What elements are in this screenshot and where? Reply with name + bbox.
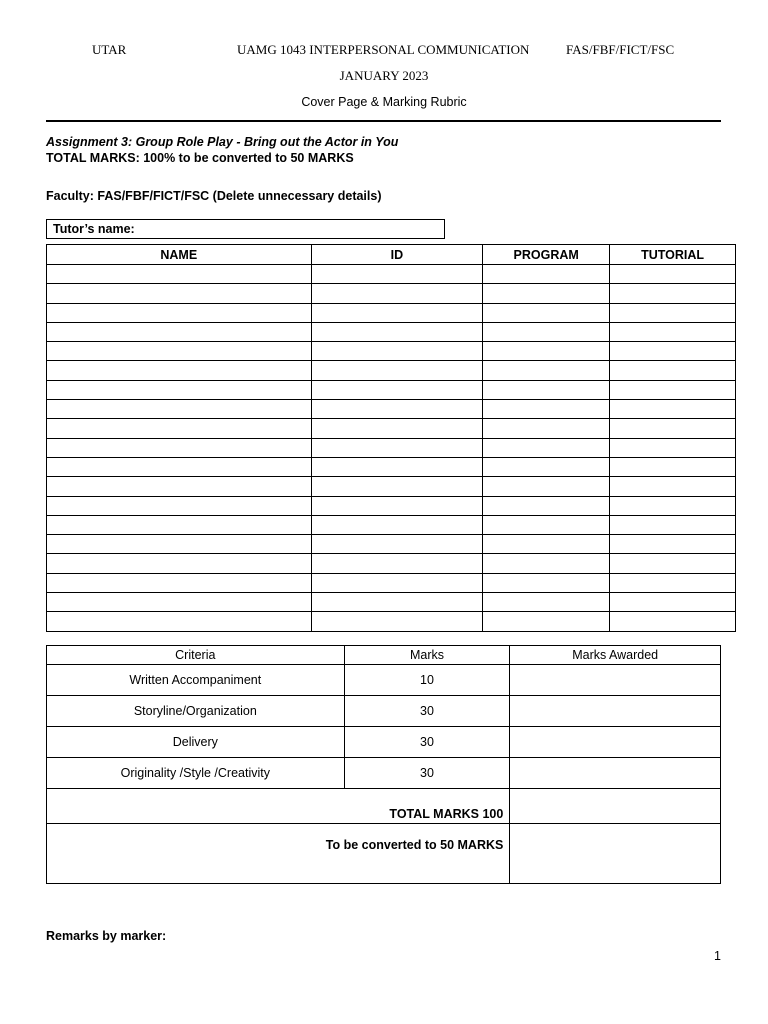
table-row: [47, 438, 736, 457]
marks-cell: 30: [344, 696, 510, 727]
criteria-cell: Storyline/Organization: [47, 696, 345, 727]
program-cell[interactable]: [483, 457, 610, 476]
marks-cell: 30: [344, 727, 510, 758]
rubric-row: [47, 696, 721, 727]
rubric-row: [47, 665, 721, 696]
program-cell[interactable]: [483, 342, 610, 361]
rubric-table-header: [47, 646, 721, 665]
faculty-text: Faculty: FAS/FBF/FICT/FSC (Delete unnecessary details): [46, 189, 382, 203]
tutorial-cell[interactable]: [610, 361, 736, 380]
tutorial-cell[interactable]: [610, 342, 736, 361]
name-cell[interactable]: [47, 477, 312, 496]
program-cell[interactable]: [483, 612, 610, 631]
program-cell[interactable]: [483, 322, 610, 341]
marks-awarded-cell[interactable]: [510, 665, 721, 696]
header-institution: UTAR: [92, 42, 127, 57]
name-cell[interactable]: [47, 380, 312, 399]
name-cell[interactable]: [47, 515, 312, 534]
column-header-marks-awarded: Marks Awarded: [510, 646, 721, 665]
marks-awarded-cell[interactable]: [510, 727, 721, 758]
table-row: [47, 342, 736, 361]
tutorial-cell[interactable]: [610, 322, 736, 341]
id-cell[interactable]: [311, 535, 483, 554]
id-cell[interactable]: [311, 515, 483, 534]
remarks-label: Remarks by marker:: [46, 929, 167, 943]
name-cell[interactable]: [47, 457, 312, 476]
id-cell[interactable]: [311, 496, 483, 515]
tutorial-cell[interactable]: [610, 265, 736, 284]
program-cell[interactable]: [483, 361, 610, 380]
tutor-name-label: Tutor’s name:: [53, 222, 135, 236]
name-cell[interactable]: [47, 419, 312, 438]
program-cell[interactable]: [483, 303, 610, 322]
criteria-cell: Written Accompaniment: [47, 665, 345, 696]
column-header-marks: Marks: [344, 646, 510, 665]
marks-awarded-cell[interactable]: [510, 696, 721, 727]
table-row: [47, 303, 736, 322]
tutorial-cell[interactable]: [610, 477, 736, 496]
program-cell[interactable]: [483, 400, 610, 419]
name-cell[interactable]: [47, 593, 312, 612]
tutorial-cell[interactable]: [610, 457, 736, 476]
column-header-id: ID: [311, 245, 483, 265]
assignment-title: Assignment 3: Group Role Play - Bring out the Actor in You: [46, 135, 399, 149]
table-row: [47, 496, 736, 515]
table-row: [47, 477, 736, 496]
tutorial-cell[interactable]: [610, 419, 736, 438]
criteria-cell: Originality /Style /Creativity: [47, 758, 345, 789]
program-cell[interactable]: [483, 496, 610, 515]
column-header-criteria: Criteria: [47, 646, 345, 665]
name-cell[interactable]: [47, 342, 312, 361]
table-row: [47, 457, 736, 476]
program-cell[interactable]: [483, 515, 610, 534]
header-divider: [46, 120, 721, 122]
name-cell[interactable]: [47, 496, 312, 515]
table-row: [47, 612, 736, 631]
table-row: [47, 593, 736, 612]
id-cell[interactable]: [311, 400, 483, 419]
tutorial-cell[interactable]: [610, 612, 736, 631]
program-cell[interactable]: [483, 419, 610, 438]
table-row: [47, 322, 736, 341]
id-cell[interactable]: [311, 284, 483, 303]
name-cell[interactable]: [47, 400, 312, 419]
program-cell[interactable]: [483, 593, 610, 612]
marks-cell: 10: [344, 665, 510, 696]
header-course: UAMG 1043 INTERPERSONAL COMMUNICATION: [237, 42, 530, 57]
name-cell[interactable]: [47, 535, 312, 554]
table-row: [47, 535, 736, 554]
rubric-table: [46, 645, 721, 884]
students-table: [46, 244, 736, 632]
name-cell[interactable]: [47, 438, 312, 457]
id-cell[interactable]: [311, 612, 483, 631]
converted-marks-label: To be converted to 50 MARKS: [47, 824, 510, 884]
name-cell[interactable]: [47, 554, 312, 573]
id-cell[interactable]: [311, 419, 483, 438]
id-cell[interactable]: [311, 303, 483, 322]
table-row: [47, 284, 736, 303]
tutorial-cell[interactable]: [610, 515, 736, 534]
table-row: [47, 380, 736, 399]
converted-marks-awarded-cell[interactable]: [510, 824, 721, 884]
program-cell[interactable]: [483, 438, 610, 457]
tutorial-cell[interactable]: [610, 303, 736, 322]
id-cell[interactable]: [311, 342, 483, 361]
page-subtitle: Cover Page & Marking Rubric: [301, 95, 467, 109]
tutorial-cell[interactable]: [610, 496, 736, 515]
id-cell[interactable]: [311, 380, 483, 399]
tutorial-cell[interactable]: [610, 573, 736, 592]
table-row: [47, 515, 736, 534]
tutorial-cell[interactable]: [610, 284, 736, 303]
name-cell[interactable]: [47, 322, 312, 341]
name-cell[interactable]: [47, 265, 312, 284]
id-cell[interactable]: [311, 593, 483, 612]
program-cell[interactable]: [483, 477, 610, 496]
tutorial-cell[interactable]: [610, 400, 736, 419]
program-cell[interactable]: [483, 284, 610, 303]
tutorial-cell[interactable]: [610, 535, 736, 554]
table-row: [47, 400, 736, 419]
table-row: [47, 573, 736, 592]
program-cell[interactable]: [483, 535, 610, 554]
program-cell[interactable]: [483, 265, 610, 284]
rubric-converted-row: [47, 824, 721, 884]
program-cell[interactable]: [483, 554, 610, 573]
id-cell[interactable]: [311, 438, 483, 457]
name-cell[interactable]: [47, 361, 312, 380]
id-cell[interactable]: [311, 477, 483, 496]
id-cell[interactable]: [311, 265, 483, 284]
tutorial-cell[interactable]: [610, 593, 736, 612]
id-cell[interactable]: [311, 361, 483, 380]
program-cell[interactable]: [483, 573, 610, 592]
name-cell[interactable]: [47, 284, 312, 303]
tutorial-cell[interactable]: [610, 438, 736, 457]
table-row: [47, 361, 736, 380]
tutorial-cell[interactable]: [610, 380, 736, 399]
id-cell[interactable]: [311, 322, 483, 341]
id-cell[interactable]: [311, 554, 483, 573]
table-row: [47, 265, 736, 284]
criteria-cell: Delivery: [47, 727, 345, 758]
header-date: JANUARY 2023: [339, 68, 429, 83]
name-cell[interactable]: [47, 573, 312, 592]
name-cell[interactable]: [47, 612, 312, 631]
total-marks-awarded-cell[interactable]: [510, 789, 721, 824]
table-row: [47, 419, 736, 438]
header-faculties: FAS/FBF/FICT/FSC: [566, 42, 675, 57]
column-header-program: PROGRAM: [483, 245, 610, 265]
rubric-row: [47, 758, 721, 789]
table-row: [47, 554, 736, 573]
total-marks-label: TOTAL MARKS 100: [47, 789, 510, 824]
name-cell[interactable]: [47, 303, 312, 322]
id-cell[interactable]: [311, 457, 483, 476]
marks-cell: 30: [344, 758, 510, 789]
marks-awarded-cell[interactable]: [510, 758, 721, 789]
tutor-name-field[interactable]: [46, 219, 445, 239]
id-cell[interactable]: [311, 573, 483, 592]
students-table-header: [47, 245, 736, 265]
column-header-tutorial: TUTORIAL: [610, 245, 736, 265]
page-number: 1: [714, 949, 721, 963]
tutorial-cell[interactable]: [610, 554, 736, 573]
total-marks-text: TOTAL MARKS: 100% to be converted to 50 MARKS: [46, 151, 354, 165]
rubric-total-row: [47, 789, 721, 824]
program-cell[interactable]: [483, 380, 610, 399]
rubric-row: [47, 727, 721, 758]
column-header-name: NAME: [47, 245, 312, 265]
